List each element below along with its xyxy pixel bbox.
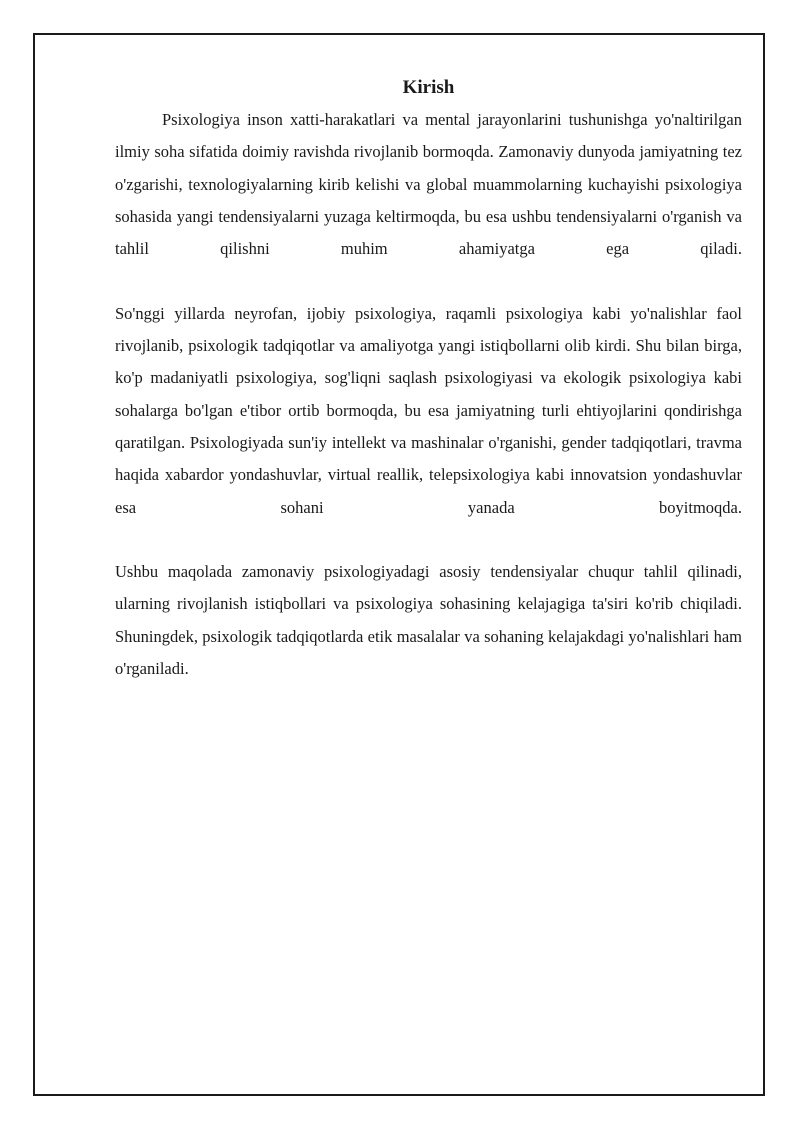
paragraph-intro: Psixologiya inson xatti-harakatlari va mental jarayonlarini tushunishga yo'naltirilgan ilmiy soha sifatida doimiy ravishda rivojlanib bormoqda. Zamonaviy dunyoda jamiyatning tez o'zgarishi, texnologiyalarning kirib kelishi va global muammolarning kuchayishi psixologiya sohasida yangi tendensiyalarni yuzaga keltirmoqda, bu esa ushbu tendensiyalarni o'rganish va tahlil qilishni muhim ahamiyatga ega qiladi. [115, 110, 742, 259]
document-title: Kirish [402, 77, 455, 98]
paragraph-trends: So'nggi yillarda neyrofan, ijobiy psixologiya, raqamli psixologiya kabi yo'nalishlar faol rivojlanib, psixologik tadqiqotlar va amaliyotga yangi istiqbollarni olib kirdi. Shu bilan birga, ko'p madaniyatli psixologiya, sog'liqni saqlash psixologiyasi va ekologik psixologiya kabi sohalarga bo'lgan e'tibor ortib bormoqda, bu esa jamiyatning turli ehtiyojlarini qondirishga qaratilgan. Psixologiyada sun'iy intellekt va mashinalar o'rganishi, gender tadqiqotlari, travma haqida xabardor yondashuvlar, virtual reallik, telepsixologiya kabi innovatsion yondashuvlar esa sohani yanada boyitmoqda. [115, 303, 742, 517]
paragraph-gap [115, 524, 742, 556]
document-body [115, 74, 742, 685]
paragraph-article-scope: Ushbu maqolada zamonaviy psixologiyadagi asosiy tendensiyalar chuqur tahlil qilinadi, ularning rivojlanish istiqbollari va psixologiya sohasining kelajagiga ta'siri ko'rib chiqiladi. Shuningdek, psixologik tadqiqotlarda etik masalalar va sohaning kelajakdagi yo'nalishlari ham o'rganiladi. [115, 562, 742, 679]
paragraph-gap [115, 265, 742, 297]
